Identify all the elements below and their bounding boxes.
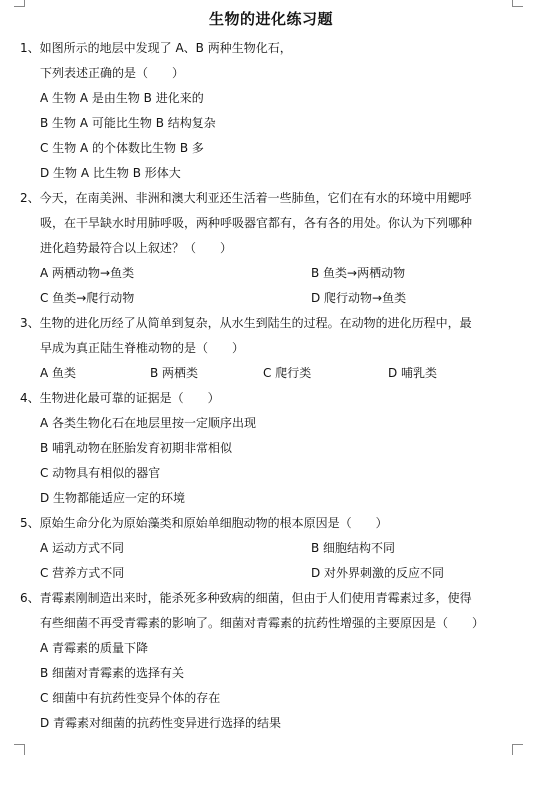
question-2-option-d[interactable]: D 爬行动物→鱼类 [311,291,407,305]
question-6-text: 6、青霉素刚制造出来时，能杀死多种致病的细菌，但由于人们使用青霉素过多，使得 [20,591,472,605]
question-2-text: 进化趋势最符合以上叙述？（ ） [40,241,233,255]
question-6-option-c[interactable]: C 细菌中有抗药性变异个体的存在 [40,691,221,705]
question-1-option-b[interactable]: B 生物 A 可能比生物 B 结构复杂 [40,116,216,130]
question-5-option-b[interactable]: B 细胞结构不同 [311,541,396,555]
page-corner-mark [14,744,25,755]
page-corner-mark [512,744,523,755]
question-5-text: 5、原始生命分化为原始藻类和原始单细胞动物的根本原因是（ ） [20,516,388,530]
question-1-option-c[interactable]: C 生物 A 的个体数比生物 B 多 [40,141,204,155]
question-4-option-c[interactable]: C 动物具有相似的器官 [40,466,161,480]
question-3-option-a[interactable]: A 鱼类 [40,366,77,380]
question-1-text: 下列表述正确的是（ ） [40,66,185,80]
question-3-option-c[interactable]: C 爬行类 [263,366,312,380]
question-4-option-d[interactable]: D 生物都能适应一定的环境 [40,491,186,505]
question-4-option-b[interactable]: B 哺乳动物在胚胎发育初期非常相似 [40,441,233,455]
question-3-text: 3、生物的进化历经了从简单到复杂，从水生到陆生的过程。在动物的进化历程中，最 [20,316,472,330]
page-corner-mark [512,0,523,7]
question-1-text: 1、如图所示的地层中发现了 A、B 两种生物化石， [20,41,292,55]
question-2-option-b[interactable]: B 鱼类→两栖动物 [311,266,406,280]
question-6-option-a[interactable]: A 青霉素的质量下降 [40,641,149,655]
question-4-text: 4、生物进化最可靠的证据是（ ） [20,391,220,405]
question-2-option-c[interactable]: C 鱼类→爬行动物 [40,291,135,305]
question-6-text: 有些细菌不再受青霉素的影响了。细菌对青霉素的抗药性增强的主要原因是（ ） [40,616,485,630]
question-1-option-d[interactable]: D 生物 A 比生物 B 形体大 [40,166,181,180]
question-2-text: 2、今天，在南美洲、非洲和澳大利亚还生活着一些肺鱼，它们在有水的环境中用鳃呼 [20,191,472,205]
question-2-option-a[interactable]: A 两栖动物→鱼类 [40,266,135,280]
question-3-text: 早成为真正陆生脊椎动物的是（ ） [40,341,245,355]
question-5-option-a[interactable]: A 运动方式不同 [40,541,125,555]
page-corner-mark [14,0,25,7]
question-2-text: 吸，在干旱缺水时用肺呼吸，两种呼吸器官都有，各有各的用处。你认为下列哪种 [40,216,473,230]
question-3-option-d[interactable]: D 哺乳类 [388,366,438,380]
question-6-option-d[interactable]: D 青霉素对细菌的抗药性变异进行选择的结果 [40,716,282,730]
question-6-option-b[interactable]: B 细菌对青霉素的选择有关 [40,666,185,680]
question-3-option-b[interactable]: B 两栖类 [150,366,199,380]
question-5-option-d[interactable]: D 对外界刺激的反应不同 [311,566,445,580]
question-5-option-c[interactable]: C 营养方式不同 [40,566,125,580]
page-title: 生物的进化练习题 [208,10,333,28]
question-1-option-a[interactable]: A 生物 A 是由生物 B 进化来的 [40,91,204,105]
question-4-option-a[interactable]: A 各类生物化石在地层里按一定顺序出现 [40,416,257,430]
